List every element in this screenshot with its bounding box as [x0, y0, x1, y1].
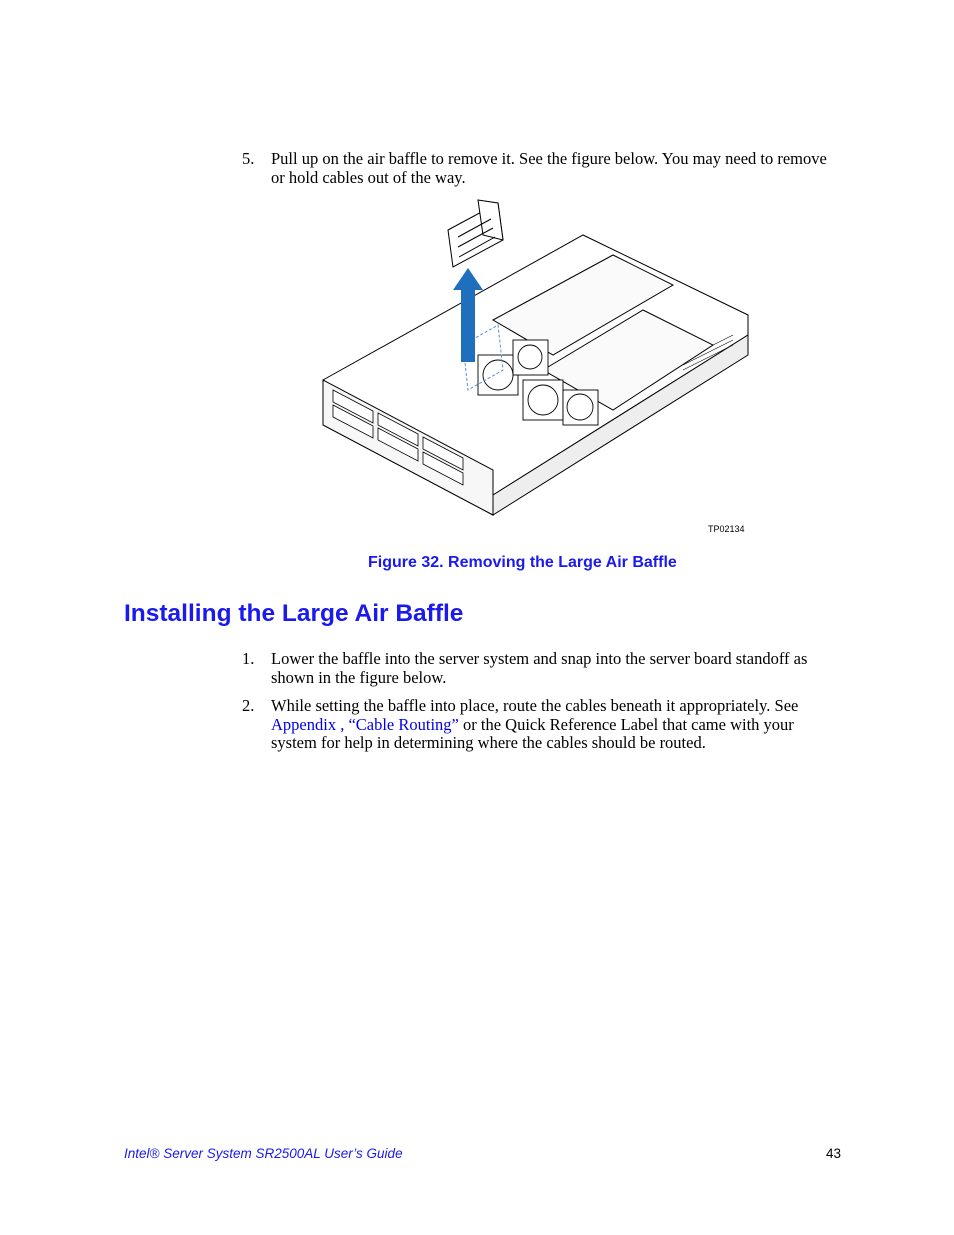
step-text-after: or the Quick Reference Label that came with your system for help in determining where the cables should be routed.: [271, 714, 794, 752]
section-heading: Installing the Large Air Baffle: [124, 600, 464, 627]
air-baffle-removal-figure: [313, 195, 758, 540]
server-chassis-illustration: [313, 195, 758, 540]
page-number: 43: [826, 1146, 842, 1161]
step-text: [271, 697, 842, 753]
step-text: Lower the baffle into the server system and snap into the server board standoff as shown in the figure below.: [271, 649, 808, 687]
step-number: 2.: [242, 696, 255, 715]
step-2: [242, 697, 842, 757]
step-text: Pull up on the air baffle to remove it. See the figure below. You may need to remove or hold cables out of the way.: [271, 149, 827, 187]
step-number: 1.: [242, 649, 255, 668]
step-text-before: While setting the baffle into place, route the cables beneath it appropriately. See: [271, 696, 799, 715]
figure-caption: Figure 32. Removing the Large Air Baffle: [368, 554, 677, 571]
step-1: [242, 650, 842, 690]
step-5: [242, 150, 842, 190]
footer-title: Intel® Server System SR2500AL User’s Guide: [124, 1146, 403, 1161]
step-number: 5.: [242, 149, 255, 168]
cable-routing-link[interactable]: Appendix , “Cable Routing”: [271, 714, 459, 734]
figure-id: TP02134: [708, 524, 745, 534]
